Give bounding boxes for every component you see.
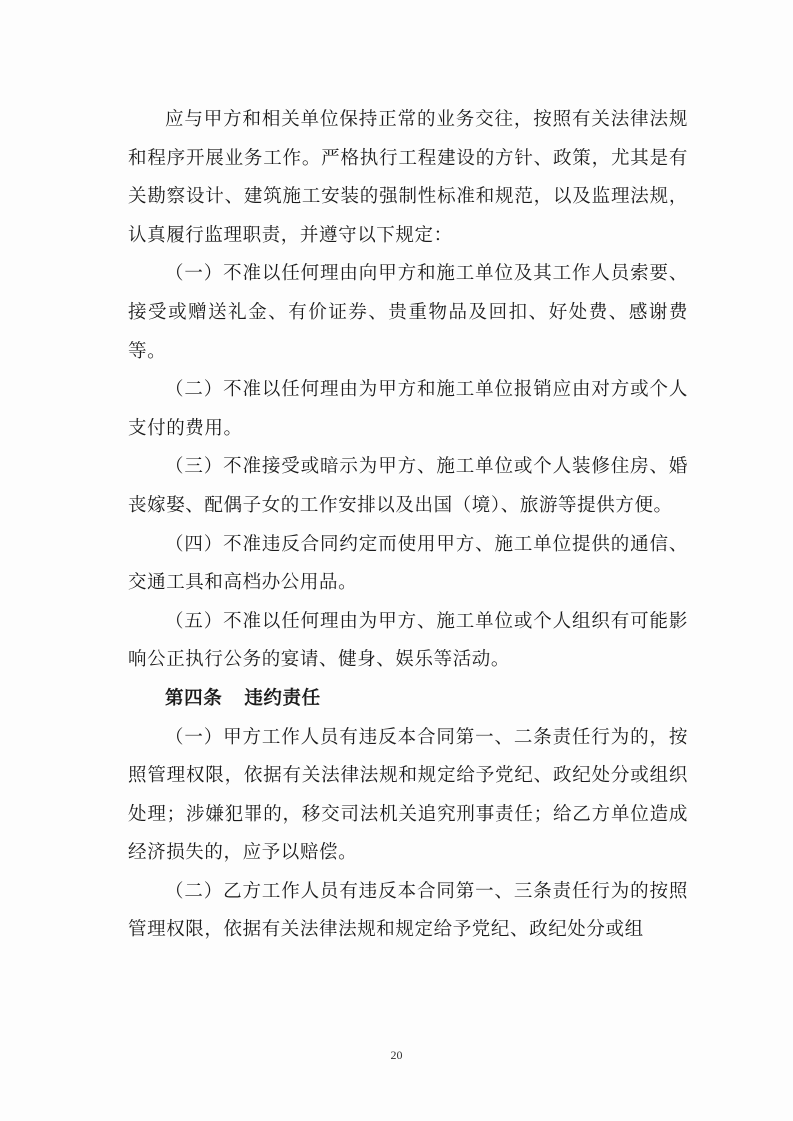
section-heading xyxy=(128,680,688,719)
section-title: 违约责任 xyxy=(244,687,321,709)
section-number: 第四条 xyxy=(165,687,223,709)
paragraph-liability-2: （二）乙方工作人员有违反本合同第一、三条责任行为的按照管理权限，依据有关法律法规和规定给予党纪、政纪处分或组 xyxy=(128,880,688,941)
paragraph-rule-4: （四）不准违反合同约定而使用甲方、施工单位提供的通信、交通工具和高档办公用品。 xyxy=(128,533,688,594)
paragraph-liability-1: （一）甲方工作人员有违反本合同第一、二条责任行为的，按照管理权限，依据有关法律法规和规定给予党纪、政纪处分或组织处理；涉嫌犯罪的，移交司法机关追究刑事责任；给乙方单位造成经济损失的，应予以赔偿。 xyxy=(128,726,688,864)
paragraph-rule-2: （二）不准以任何理由为甲方和施工单位报销应由对方或个人支付的费用。 xyxy=(128,379,688,439)
page-number: 20 xyxy=(390,1048,403,1062)
document-body xyxy=(128,101,688,950)
paragraph-rule-5: （五）不准以任何理由为甲方、施工单位或个人组织有可能影响公正执行公务的宴请、健身、娱乐等活动。 xyxy=(128,610,688,671)
paragraph-rule-3: （三）不准接受或暗示为甲方、施工单位或个人装修住房、婚丧嫁娶、配偶子女的工作安排以及出国（境）、旅游等提供方便。 xyxy=(128,456,688,516)
paragraph-rule-1: （一）不准以任何理由向甲方和施工单位及其工作人员索要、接受或赠送礼金、有价证券、贵重物品及回扣、好处费、感谢费等。 xyxy=(128,263,688,362)
paragraph-intro: 应与甲方和相关单位保持正常的业务交往，按照有关法律法规和程序开展业务工作。严格执行工程建设的方针、政策，尤其是有关勘察设计、建筑施工安装的强制性标准和规范，以及监理法规，认真履行监理职责，并遵守以下规定： xyxy=(128,109,688,246)
